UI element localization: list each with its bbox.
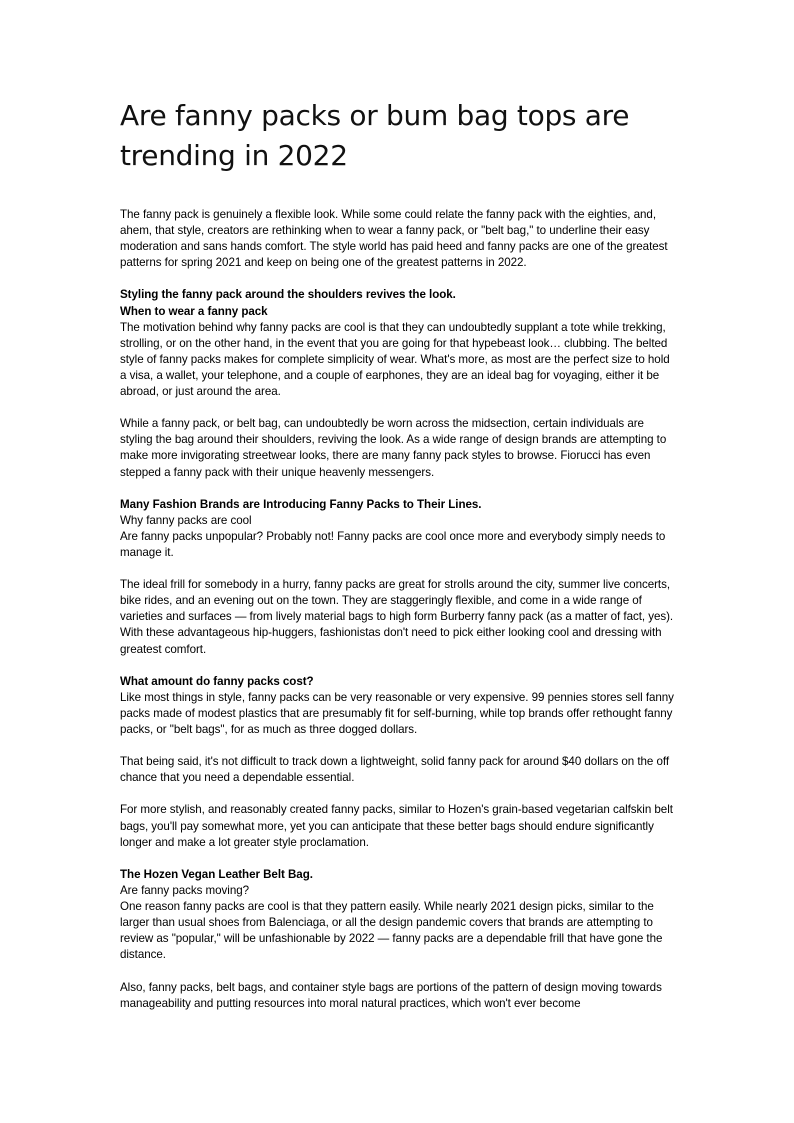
paragraph-stylish: For more stylish, and reasonably created fanny packs, similar to Hozen's grain-based vegetarian calfskin belt bags, you'll pay somewhat more, yet you can anticipate that these better bags should endure significantly longer and make a lot greater style proclamation. — [120, 803, 673, 849]
paragraph-pattern: One reason fanny packs are cool is that they pattern easily. While nearly 2021 design picks, similar to the larger than usual shoes from Balenciaga, or all the design pandemic covers that brands are attempting to review as "popular," will be unfashionable by 2022 — fanny packs are a dependable frill that have gone the distance. — [120, 900, 663, 962]
section-heading-hozen: The Hozen Vegan Leather Belt Bag. — [120, 867, 313, 881]
page-title: Are fanny packs or bum bag tops are trending in 2022 — [120, 99, 630, 172]
paragraph-shoulders: While a fanny pack, or belt bag, can undoubtedly be worn across the midsection, certain individuals are styling the bag around their shoulders, reviving the look. As a wide range of design brands are attempting to make more invigorating streetwear looks, there are many fanny pack styles to browse. Fiorucci has even stepped a fanny pack with their unique heavenly messengers. — [120, 417, 667, 479]
subheading-why-cool: Why fanny packs are cool — [120, 513, 252, 527]
paragraph-also: Also, fanny packs, belt bags, and container style bags are portions of the pattern of design moving towards manageability and putting resources into moral natural practices, which won't ever become — [120, 980, 662, 1010]
paragraph-lightweight: That being said, it's not difficult to track down a lightweight, solid fanny pack for around $40 dollars on the off chance that you need a dependable essential. — [120, 755, 670, 785]
section-heading-styling: Styling the fanny pack around the shoulders revives the look. — [120, 288, 456, 302]
intro-paragraph: The fanny pack is genuinely a flexible look. While some could relate the fanny pack with the eighties, and, ahem, that style, creators are rethinking when to wear a fanny pack, or "belt bag," to underline their easy moderation and sans hands comfort. The style world has paid heed and fanny packs are one of the greatest patterns for spring 2021 and keep on being one of the greatest patterns in 2022. — [120, 208, 668, 270]
paragraph-cost: Like most things in style, fanny packs can be very reasonable or very expensive. 99 pennies stores sell fanny packs made of modest plastics that are presumably fit for self-burning, while top brands offer rethought fanny packs, or "belt bags", for as much as three dogged dollars. — [120, 690, 674, 736]
paragraph-motivation: The motivation behind why fanny packs are cool is that they can undoubtedly supplant a tote while trekking, strolling, or on the other hand, in the event that you are going for that hypebeast look… clubbing. The belted style of fanny packs makes for complete simplicity of wear. What's more, as most are the perfect size to hold a visa, a wallet, your telephone, and a couple of earphones, they are an ideal bag for voyaging, either it be abroad, or just around the area. — [120, 320, 670, 399]
paragraph-ideal-frill: The ideal frill for somebody in a hurry, fanny packs are great for strolls around the city, summer live concerts, bike rides, and an evening out on the town. They are staggeringly flexible, and come in a wide range of varieties and surfaces — from lively material bags to high form Burberry fanny pack (as a matter of fact, yes). With these advantageous hip-huggers, fashionistas don't need to pick either looking cool and dressing with greatest comfort. — [120, 578, 674, 656]
subheading-moving: Are fanny packs moving? — [120, 883, 250, 897]
section-heading-when-to-wear: When to wear a fanny pack — [120, 304, 268, 318]
section-heading-brands: Many Fashion Brands are Introducing Fanny Packs to Their Lines. — [120, 497, 482, 511]
section-heading-cost: What amount do fanny packs cost? — [120, 674, 314, 688]
article-body — [120, 207, 676, 1012]
paragraph-unpopular: Are fanny packs unpopular? Probably not! Fanny packs are cool once more and everybody simply needs to manage it. — [120, 529, 666, 559]
